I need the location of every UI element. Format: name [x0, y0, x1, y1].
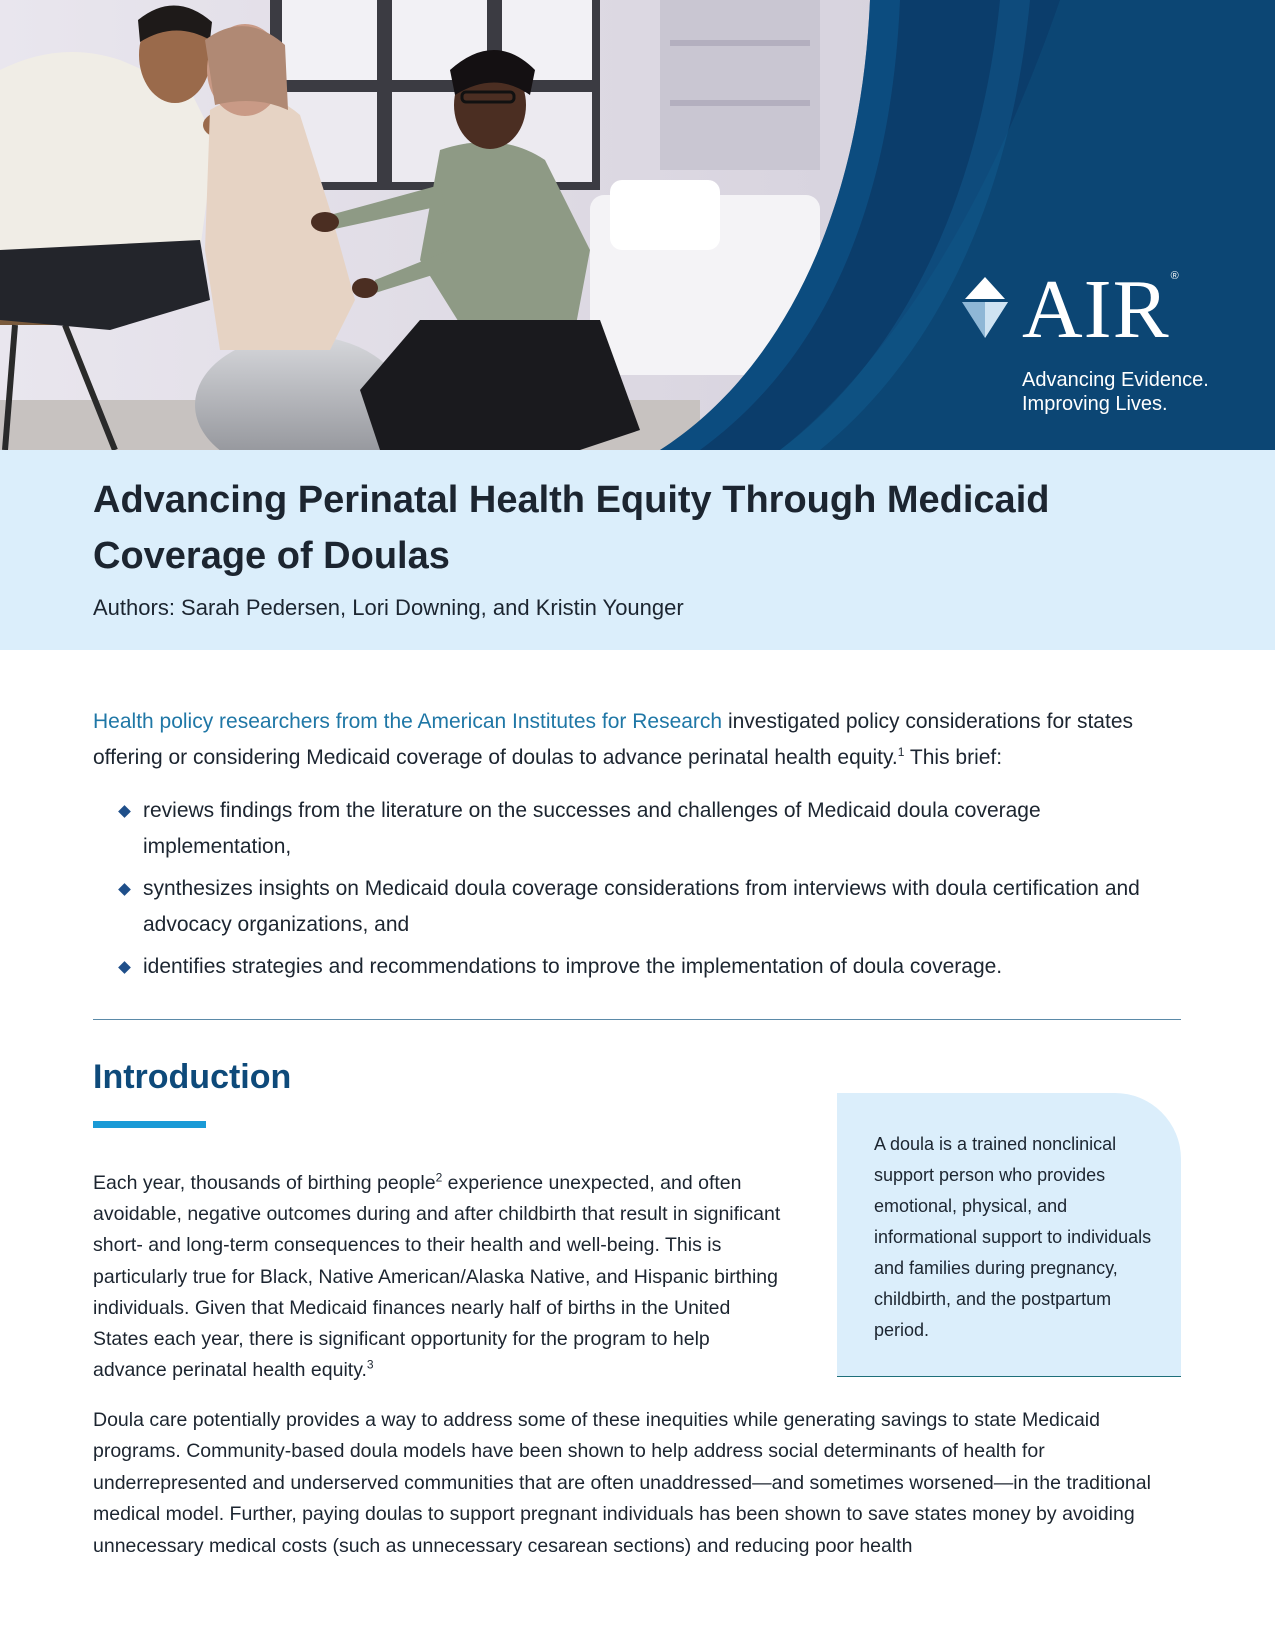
brief-bullet-list	[118, 793, 1188, 991]
tagline	[1022, 368, 1240, 416]
diamond-bullet-icon	[118, 883, 131, 896]
footnote-ref-2: 2	[435, 1170, 443, 1185]
heading-underline-bar	[93, 1121, 206, 1128]
intro-paragraph-2: Doula care potentially provides a way to address some of these inequities while generating savings to state Medicaid programs. Community-based doula models have been shown to help address social determinants of health for underrepresented and underserved communities that are often unaddressed—and sometimes worsened—in the traditional medical model. Further, paying doulas to support pregnant individuals has been shown to save states money by avoiding unnecessary medical costs (such as unnecessary cesarean sections) and reducing poor health	[93, 1409, 1151, 1557]
lead-text-a: investigated policy considerations for states offering or considering Medicaid coverage of doulas to advance perinatal health equity.	[93, 710, 1133, 769]
diamond-bullet-icon	[118, 805, 131, 818]
introduction-heading: Introduction	[93, 1058, 292, 1096]
callout-text: A doula is a trained nonclinical support person who provides emotional, physical, and informational support to individuals and families during pregnancy, childbirth, and the postpartum period.	[874, 1134, 1152, 1340]
authors-line: Authors: Sarah Pedersen, Lori Downing, and Kristin Younger	[93, 595, 684, 620]
list-item	[118, 871, 1188, 943]
intro-p1-b: experience unexpected, and often avoidable, negative outcomes during and after childbirth that result in significant short- and long-term consequences to their health and well-being. This is particularly true for Black, Native American/Alaska Native, and Hispanic birthing individuals. Given that Medicaid finances nearly half of births in the United States each year, there is significant opportunity for the program to help advance perinatal health equity.	[93, 1172, 781, 1382]
intro-paragraph-1	[93, 1168, 783, 1386]
logo-wordmark: AIR	[1022, 263, 1170, 356]
doula-definition-callout	[837, 1093, 1181, 1377]
bullet-text: identifies strategies and recommendations to improve the implementation of doula coverage.	[143, 955, 1003, 978]
lead-text-b: This brief:	[904, 746, 1003, 769]
section-divider	[93, 1019, 1181, 1020]
lead-paragraph	[93, 704, 1193, 776]
list-item	[118, 949, 1188, 985]
hero-banner	[0, 0, 1275, 450]
list-item	[118, 793, 1188, 865]
diamond-bullet-icon	[118, 961, 131, 974]
intro-p1-a: Each year, thousands of birthing people	[93, 1172, 436, 1194]
tagline-line-1: Advancing Evidence.	[1022, 369, 1209, 391]
bullet-text: reviews findings from the literature on the successes and challenges of Medicaid doula coverage implementation,	[143, 799, 1041, 858]
tagline-line-2: Improving Lives.	[1022, 393, 1168, 415]
footnote-ref-3: 3	[366, 1357, 374, 1372]
page-title: Advancing Perinatal Health Equity Through Medicaid Coverage of Doulas	[93, 479, 1050, 577]
footnote-ref-1: 1	[897, 745, 905, 759]
lead-highlight: Health policy researchers from the American Institutes for Research	[93, 710, 723, 733]
air-logo	[960, 263, 1240, 416]
registered-mark: ®	[1170, 270, 1179, 282]
bullet-text: synthesizes insights on Medicaid doula coverage considerations from interviews with doula certification and advocacy organizations, and	[143, 877, 1140, 936]
